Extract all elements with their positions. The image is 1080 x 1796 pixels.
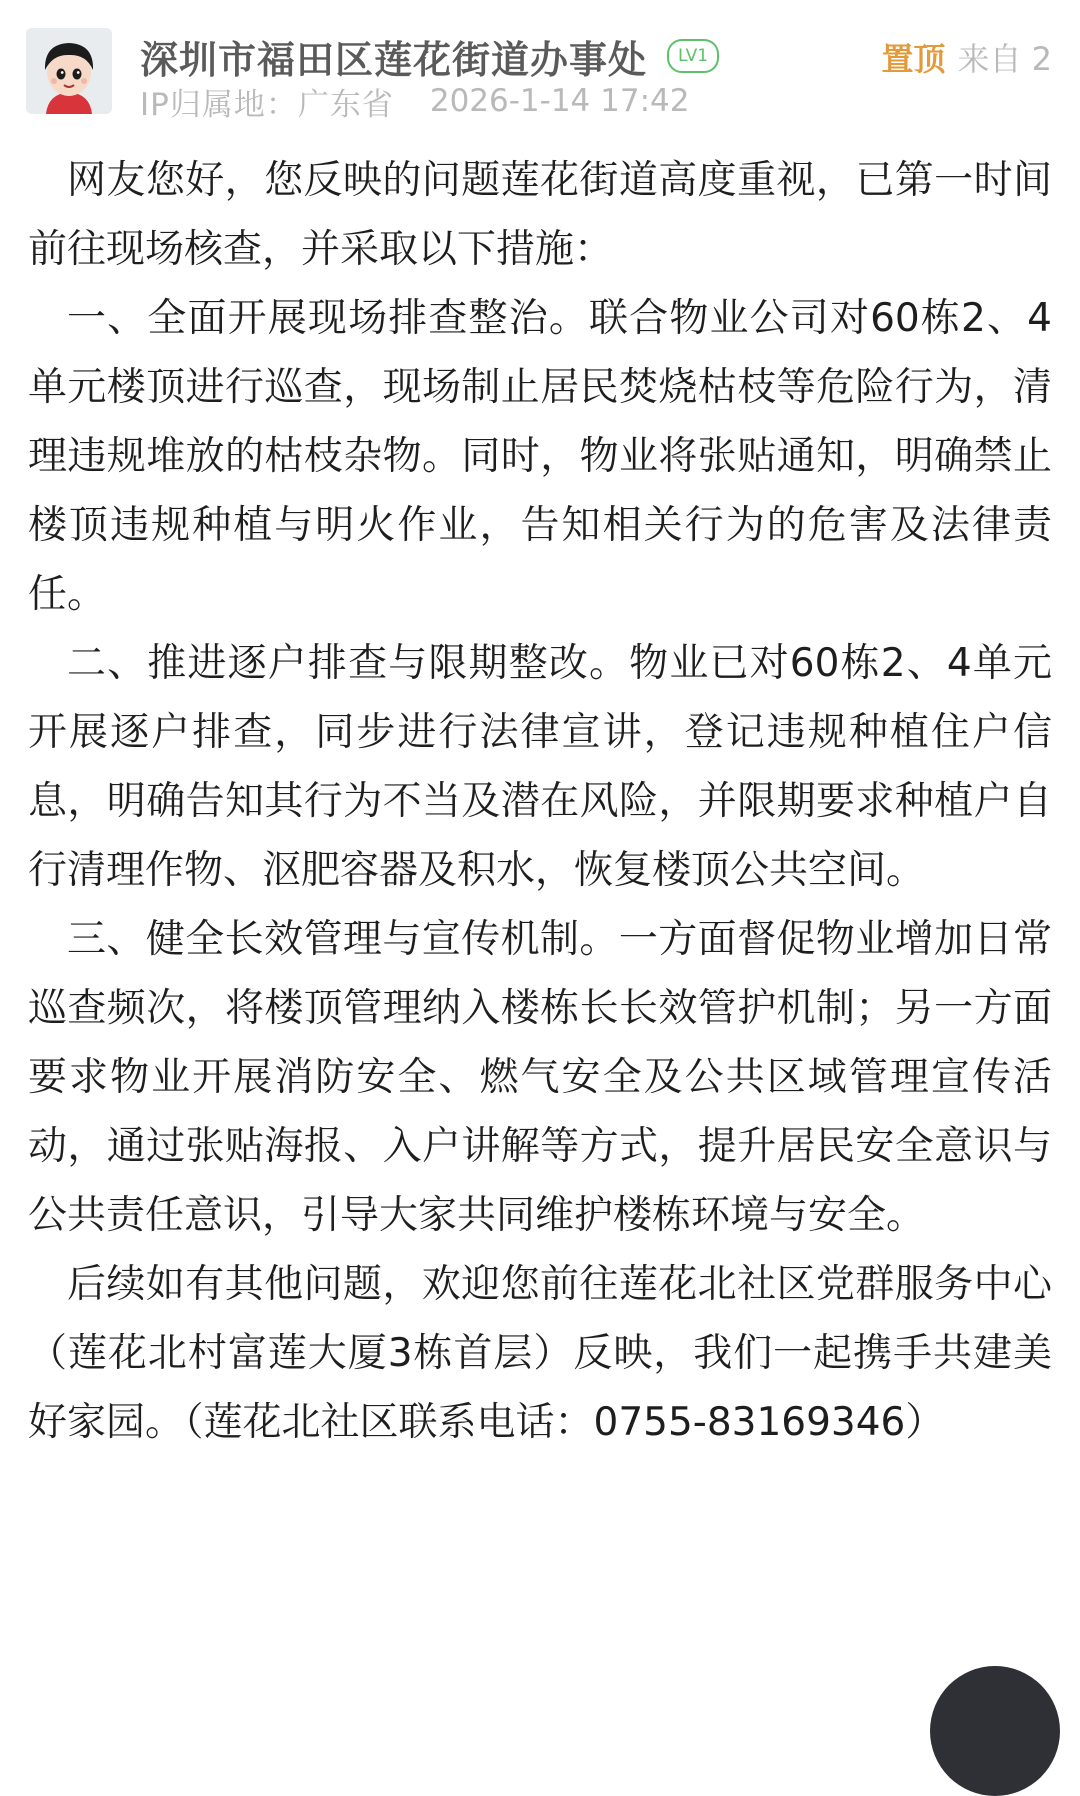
paragraph-greeting: 网友您好，您反映的问题莲花街道高度重视，已第一时间前往现场核查，并采取以下措施： bbox=[28, 158, 1052, 272]
post-body bbox=[28, 146, 1052, 1457]
post-timestamp: 2026-1-14 17:42 bbox=[429, 83, 690, 119]
ip-location: IP归属地：广东省 bbox=[140, 86, 394, 123]
floating-action-button[interactable] bbox=[930, 1666, 1060, 1796]
post-meta bbox=[140, 80, 689, 122]
pinned-badge: 置顶 bbox=[881, 40, 946, 78]
paragraph-closing: 后续如有其他问题，欢迎您前往莲花北社区党群服务中心（莲花北村富莲大厦3栋首层）反映，我们一起携手共建美好家园。（莲花北社区联系电话：0755-83169346） bbox=[28, 1262, 1052, 1445]
post-tags bbox=[881, 32, 1052, 82]
level-badge: LV1 bbox=[667, 39, 719, 73]
paragraph-measure-1: 一、全面开展现场排查整治。联合物业公司对60栋2、4单元楼顶进行巡查，现场制止居民焚烧枯枝等危险行为，清理违规堆放的枯枝杂物。同时，物业将张贴通知，明确禁止楼顶违规种植与明火作业，告知相关行为的危害及法律责任。 bbox=[28, 296, 1052, 617]
author-name[interactable]: 深圳市福田区莲花街道办事处 bbox=[140, 37, 648, 82]
post-header bbox=[0, 0, 1080, 130]
author-row bbox=[140, 30, 719, 82]
source-label[interactable]: 来自 2 bbox=[957, 40, 1052, 78]
cartoon-avatar-icon bbox=[26, 28, 112, 114]
paragraph-measure-2: 二、推进逐户排查与限期整改。物业已对60栋2、4单元开展逐户排查，同步进行法律宣讲，登记违规种植住户信息，明确告知其行为不当及潜在风险，并限期要求种植户自行清理作物、沤肥容器及积水，恢复楼顶公共空间。 bbox=[28, 641, 1052, 893]
avatar[interactable] bbox=[26, 28, 112, 114]
paragraph-measure-3: 三、健全长效管理与宣传机制。一方面督促物业增加日常巡查频次，将楼顶管理纳入楼栋长长效管护机制；另一方面要求物业开展消防安全、燃气安全及公共区域管理宣传活动，通过张贴海报、入户讲解等方式，提升居民安全意识与公共责任意识，引导大家共同维护楼栋环境与安全。 bbox=[28, 917, 1052, 1238]
